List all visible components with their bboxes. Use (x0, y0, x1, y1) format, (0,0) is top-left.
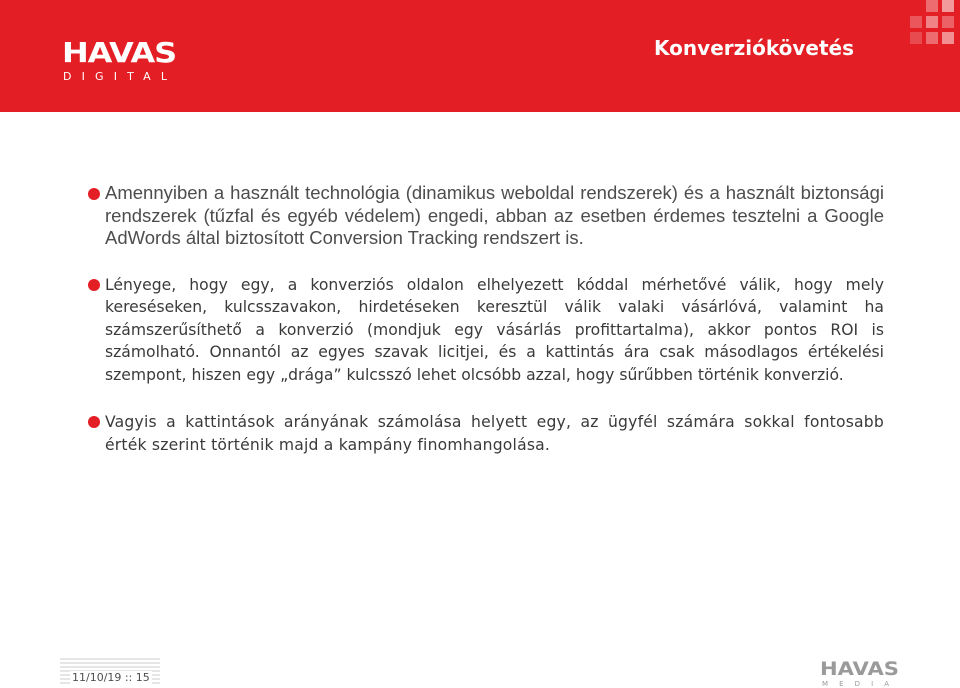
svg-text:HAVAS: HAVAS (820, 658, 899, 680)
havas-media-logo (820, 658, 900, 688)
page-info: 11/10/19 :: 15 (72, 671, 150, 684)
bullet-item (86, 182, 884, 250)
bullet-item (86, 274, 884, 387)
svg-text:HAVAS: HAVAS (62, 38, 176, 69)
slide-header (0, 0, 960, 112)
bullet-text: Amennyiben a használt technológia (dinamikus weboldal rendszerek) és a használt biztonsági rendszerek (tűzfal és egyéb védelem) engedi, abban az esetben érdemes tesztelni a Google AdWords által biztosított Conversion Tracking rendszert is. (105, 182, 884, 248)
svg-text:MEDIA: MEDIA (822, 680, 898, 688)
bullet-dot-icon (88, 279, 100, 291)
decorative-squares (870, 0, 960, 50)
havas-digital-logo (62, 38, 178, 84)
slide-title: Konverziókövetés (654, 36, 854, 60)
bullet-text: Lényege, hogy egy, a konverziós oldalon elhelyezett kóddal mérhetővé válik, hogy mely kereséseken, kulcsszavakon, hirdetéseken keresztül válik valaki vásárlóvá, valamint ha számszerűsíthető a konverzió (mondjuk egy vásárlás profittartalma), akkor pontos ROI is számolható. Onnantól az egyes szavak licitjei, és a kattintás ára csak másodlagos értékelési szempont, hiszen egy „drága” kulcsszó lehet olcsóbb azzal, hogy sűrűbben történik konverzió. (105, 275, 884, 384)
bullet-text: Vagyis a kattintások arányának számolása helyett egy, az ügyfél számára sokkal fontosabb érték szerint történik majd a kampány finomhangolása. (105, 413, 884, 454)
svg-text:DIGITAL: DIGITAL (63, 70, 175, 83)
bullet-list (86, 182, 884, 474)
bullet-dot-icon (88, 188, 100, 200)
bullet-item (86, 411, 884, 456)
bullet-dot-icon (88, 416, 100, 428)
